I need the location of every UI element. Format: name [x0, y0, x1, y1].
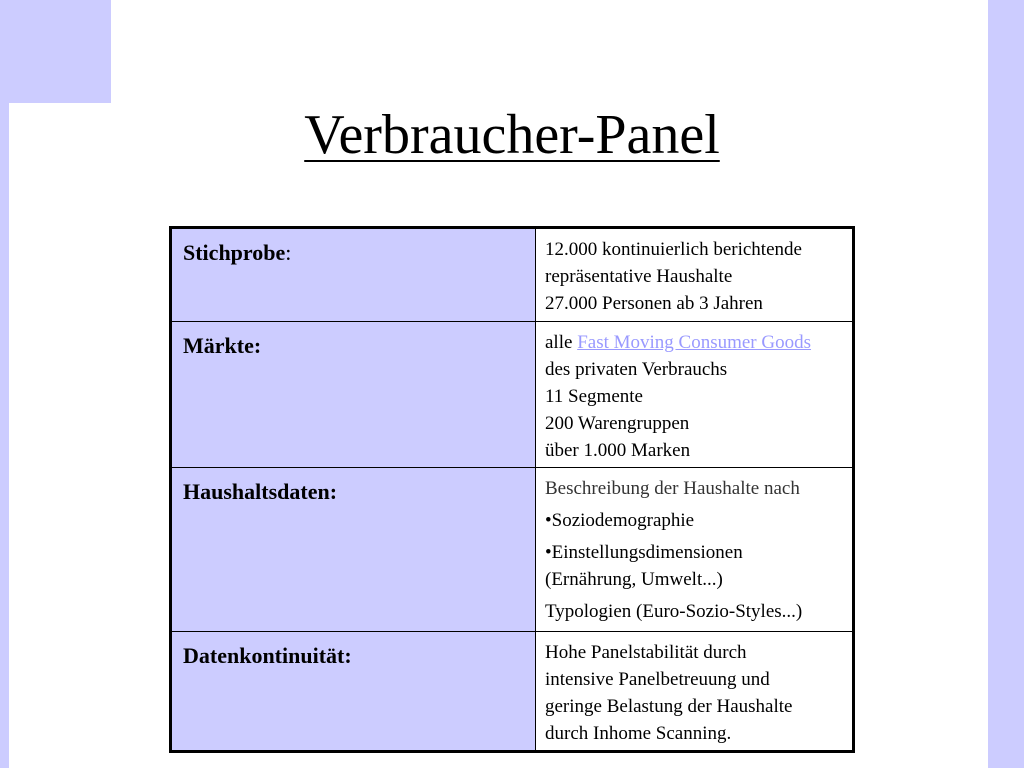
value-line: intensive Panelbetreuung und: [545, 669, 770, 690]
slide-title: [0, 100, 1024, 170]
value-line: (Ernährung, Umwelt...): [545, 569, 723, 590]
label-cell-haushaltsdaten: [171, 468, 536, 632]
value-cell-stichprobe: [536, 228, 854, 322]
bullet-item: •Soziodemographie: [545, 510, 695, 531]
label-cell-maerkte: [171, 322, 536, 468]
decorative-left-strip: [0, 103, 9, 768]
slide-title-text: Verbraucher-Panel: [304, 104, 720, 166]
value-line: 11 Segmente: [545, 386, 643, 407]
value-line: über 1.000 Marken: [545, 440, 691, 461]
value-line: 200 Warengruppen: [545, 413, 690, 434]
value-cell-haushaltsdaten: [536, 468, 854, 632]
row-label: Stichprobe: [183, 240, 286, 265]
row-label-suffix: :: [285, 240, 292, 265]
row-label: Datenkontinuität:: [183, 643, 352, 668]
value-line: 12.000 kontinuierlich berichtende: [545, 239, 802, 260]
table-row-maerkte: [171, 322, 854, 468]
value-line-with-link: [545, 329, 844, 356]
label-cell-datenkontinuitaet: [171, 632, 536, 752]
value-cell-datenkontinuitaet: [536, 632, 854, 752]
row-label: Märkte:: [183, 333, 262, 358]
row-label: Haushaltsdaten:: [183, 479, 338, 504]
value-line: 27.000 Personen ab 3 Jahren: [545, 293, 763, 314]
value-line: Hohe Panelstabilität durch: [545, 642, 747, 663]
value-line: durch Inhome Scanning.: [545, 723, 732, 744]
value-line: Beschreibung der Haushalte nach: [545, 478, 800, 499]
value-line: geringe Belastung der Haushalte: [545, 696, 793, 717]
table-row-stichprobe: [171, 228, 854, 322]
link-prefix: alle: [545, 332, 578, 353]
fmcg-link[interactable]: Fast Moving Consumer Goods: [577, 332, 812, 353]
bullet-item: •Einstellungsdimensionen: [545, 542, 743, 563]
value-line: des privaten Verbrauchs: [545, 359, 728, 380]
value-cell-maerkte: [536, 322, 854, 468]
table-row-datenkontinuitaet: [171, 632, 854, 752]
value-line: repräsentative Haushalte: [545, 266, 733, 287]
decorative-corner-square: [0, 0, 111, 103]
table-row-haushaltsdaten: [171, 468, 854, 632]
panel-table: [169, 226, 855, 753]
value-line: Typologien (Euro-Sozio-Styles...): [545, 601, 803, 622]
label-cell-stichprobe: [171, 228, 536, 322]
